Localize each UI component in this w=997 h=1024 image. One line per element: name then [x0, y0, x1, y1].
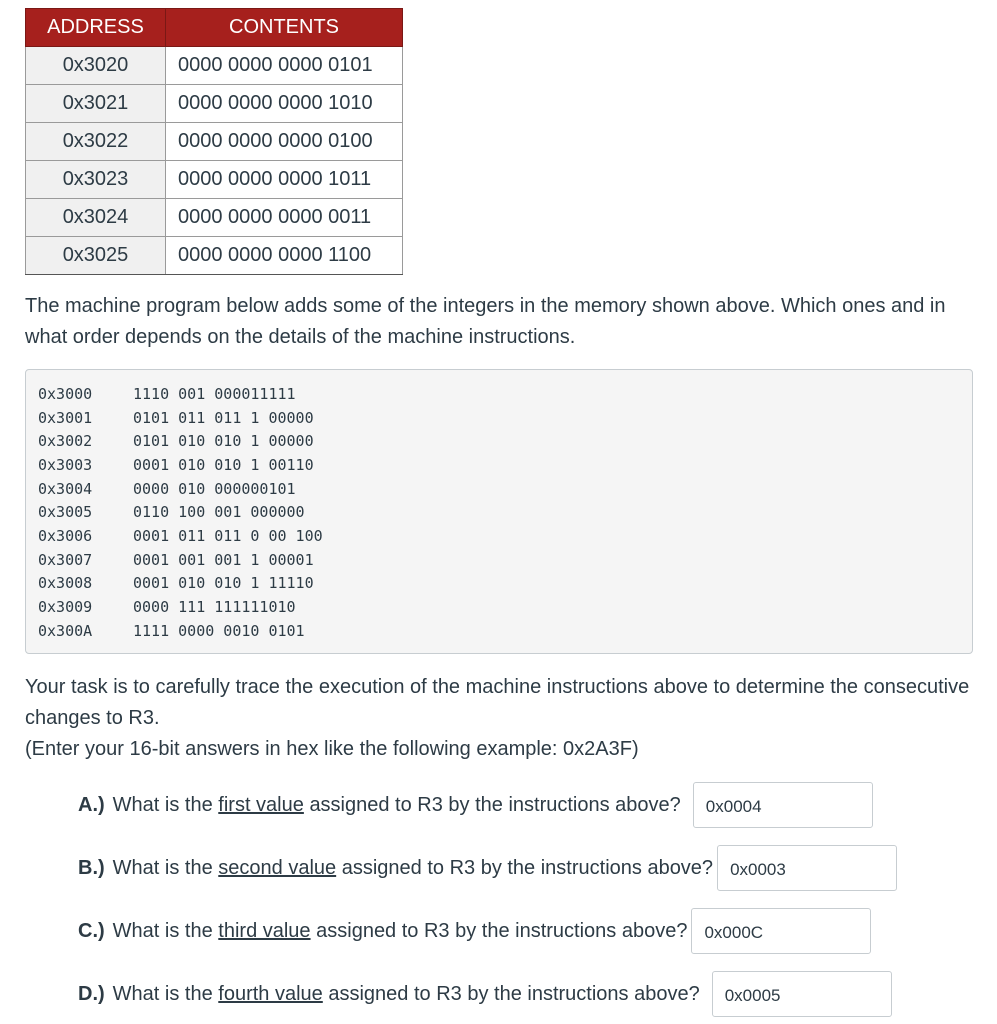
code-address: 0x3006	[38, 527, 93, 545]
code-line	[38, 409, 314, 427]
contents-cell: 0000 0000 0000 0011	[166, 199, 403, 237]
contents-cell: 0000 0000 0000 0101	[166, 47, 403, 85]
code-address: 0x3009	[38, 598, 93, 616]
task-text: Your task is to carefully trace the execution of the machine instructions above to determine the consecutive changes to R3.	[25, 676, 970, 729]
code-address: 0x3008	[38, 574, 93, 592]
question-text-post: assigned to R3 by the instructions above?	[316, 919, 688, 942]
code-address: 0x3002	[38, 432, 93, 450]
answer-input-c[interactable]: 0x000C	[691, 908, 871, 954]
table-row	[26, 161, 403, 199]
question-text-post: assigned to R3 by the instructions above?	[309, 793, 681, 816]
code-instruction: 1111 0000 0010 0101	[133, 622, 305, 640]
question-emphasis: third value	[218, 919, 311, 942]
task-format-hint: (Enter your 16-bit answers in hex like the following example: 0x2A3F)	[25, 738, 639, 760]
code-line	[38, 551, 314, 569]
code-line	[38, 385, 296, 403]
question-text-pre: What is the	[112, 982, 213, 1005]
code-line	[38, 598, 296, 616]
answer-input-d[interactable]: 0x0005	[712, 971, 892, 1017]
table-row	[26, 85, 403, 123]
address-column-header: ADDRESS	[26, 9, 166, 47]
task-instructions	[25, 672, 980, 765]
address-cell: 0x3024	[26, 199, 166, 237]
code-instruction: 0101 011 011 1 00000	[133, 409, 314, 427]
question-c	[78, 908, 871, 954]
table-row	[26, 237, 403, 275]
table-row	[26, 47, 403, 85]
address-cell: 0x3020	[26, 47, 166, 85]
code-line	[38, 503, 305, 521]
question-label: A.)	[78, 793, 105, 816]
address-cell: 0x3021	[26, 85, 166, 123]
code-instruction: 0101 010 010 1 00000	[133, 432, 314, 450]
code-instruction: 0110 100 001 000000	[133, 503, 305, 521]
address-cell: 0x3025	[26, 237, 166, 275]
question-text-post: assigned to R3 by the instructions above?	[341, 856, 714, 879]
code-address: 0x3005	[38, 503, 93, 521]
question-emphasis: second value	[218, 856, 337, 879]
memory-table-header	[26, 9, 403, 47]
table-row	[26, 199, 403, 237]
code-address: 0x300A	[38, 622, 93, 640]
question-label: C.)	[78, 919, 105, 942]
address-cell: 0x3022	[26, 123, 166, 161]
question-d	[78, 971, 892, 1017]
code-instruction: 0001 010 010 1 11110	[133, 574, 314, 592]
contents-cell: 0000 0000 0000 1100	[166, 237, 403, 275]
memory-table	[25, 8, 403, 275]
question-text-pre: What is the	[112, 793, 213, 816]
code-address: 0x3004	[38, 480, 93, 498]
question-label: D.)	[78, 982, 105, 1005]
answer-input-b[interactable]: 0x0003	[717, 845, 897, 891]
contents-cell: 0000 0000 0000 1010	[166, 85, 403, 123]
code-instruction: 0001 010 010 1 00110	[133, 456, 314, 474]
code-line	[38, 574, 314, 592]
contents-cell: 0000 0000 0000 0100	[166, 123, 403, 161]
question-label: B.)	[78, 856, 105, 879]
code-instruction: 0001 011 011 0 00 100	[133, 527, 323, 545]
question-b	[78, 845, 897, 891]
contents-cell: 0000 0000 0000 1011	[166, 161, 403, 199]
question-emphasis: first value	[218, 793, 304, 816]
code-instruction: 0000 010 000000101	[133, 480, 296, 498]
code-address: 0x3003	[38, 456, 93, 474]
code-line	[38, 480, 296, 498]
code-instruction: 0000 111 111111010	[133, 598, 296, 616]
code-address: 0x3001	[38, 409, 93, 427]
code-line	[38, 432, 314, 450]
answer-input-a[interactable]: 0x0004	[693, 782, 873, 828]
code-address: 0x3007	[38, 551, 93, 569]
question-text-post: assigned to R3 by the instructions above?	[328, 982, 700, 1005]
code-instruction: 1110 001 000011111	[133, 385, 296, 403]
program-code-block	[25, 369, 973, 654]
question-text-pre: What is the	[112, 856, 213, 879]
question-a	[78, 782, 873, 828]
code-line	[38, 456, 314, 474]
address-cell: 0x3023	[26, 161, 166, 199]
contents-column-header: CONTENTS	[166, 9, 403, 47]
code-address: 0x3000	[38, 385, 93, 403]
question-text-pre: What is the	[112, 919, 213, 942]
table-row	[26, 123, 403, 161]
code-line	[38, 527, 323, 545]
code-instruction: 0001 001 001 1 00001	[133, 551, 314, 569]
intro-paragraph: The machine program below adds some of the integers in the memory shown above. Which ones and in what order depends on the details of the machine instructions.	[25, 295, 946, 348]
code-line	[38, 622, 305, 640]
question-emphasis: fourth value	[218, 982, 323, 1005]
